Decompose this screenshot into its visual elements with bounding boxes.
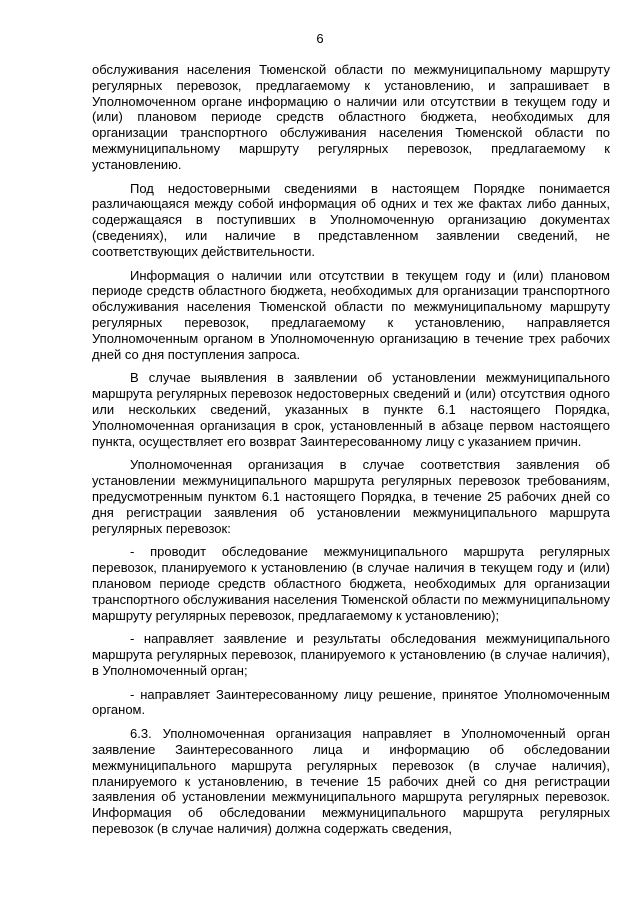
paragraph-compliance-actions: Уполномоченная организация в случае соответствия заявления об установлении межмуниципального маршрута регулярных перевозок требованиям, предусмотренным пунктом 6.1 настоящего Порядка, в течение 25 рабочих дней со дня регистрации заявления об установлении межмуниципального маршрута регулярных перевозок: bbox=[92, 457, 610, 536]
paragraph-6-3: 6.3. Уполномоченная организация направляет в Уполномоченный орган заявление Заинтересованного лица и информацию об обследовании межмуниципального маршрута регулярных перевозок (в случае наличия), планируемого к установлению, в течение 15 рабочих дней со дня регистрации заявления об установлении межмуниципального маршрута регулярных перевозок. Информация об обследовании межмуниципального маршрута регулярных перевозок (в случае наличия) должна содержать сведения, bbox=[92, 726, 610, 837]
paragraph-budget-info: Информация о наличии или отсутствии в текущем году и (или) плановом периоде средств областного бюджета, необходимых для организации транспортного обслуживания населения Тюменской области по межмуниципальному маршруту регулярных перевозок, предлагаемому к установлению, направляется Уполномоченным органом в Уполномоченную организацию в течение трех рабочих дней со дня поступления запроса. bbox=[92, 267, 610, 362]
paragraph-unreliable-info-definition: Под недостоверными сведениями в настоящем Порядке понимается различающаяся между собой информация об одних и тех же фактах либо данных, содержащаяся в поступивших в Уполномоченную организацию документах (сведениях), или наличие в представленном заявлении сведений, не соответствующих действительности. bbox=[92, 180, 610, 259]
page-number: 6 bbox=[316, 31, 324, 46]
paragraph-return-of-application: В случае выявления в заявлении об установлении межмуниципального маршрута регулярных перевозок недостоверных сведений и (или) отсутствия одного или нескольких сведений, указанных в пункте 6.1 настоящего Порядка, Уполномоченная организация в срок, установленный в абзаце первом настоящего пункта, осуществляет его возврат Заинтересованному лицу с указанием причин. bbox=[92, 370, 610, 449]
paragraph-continuation: обслуживания населения Тюменской области по межмуниципальному маршруту регулярных перевозок, предлагаемому к установлению, и запрашивает в Уполномоченном органе информацию о наличии или отсутствии в текущем году и (или) плановом периоде средств областного бюджета, необходимых для организации транспортного обслуживания населения Тюменской области по межмуниципальному маршруту регулярных перевозок, предлагаемому к установлению. bbox=[92, 62, 610, 172]
document-body bbox=[92, 62, 610, 845]
list-item-send-application: - направляет заявление и результаты обследования межмуниципального маршрута регулярных перевозок, планируемого к установлению (в случае наличия), в Уполномоченный орган; bbox=[92, 631, 610, 678]
list-item-inspection: - проводит обследование межмуниципального маршрута регулярных перевозок, планируемого к установлению (в случае наличия в текущем году и (или) плановом периоде средств областного бюджета, необходимых для организации транспортного обслуживания населения Тюменской области по межмуниципальному маршруту регулярных перевозок, предлагаемому к установлению); bbox=[92, 544, 610, 623]
list-item-send-decision: - направляет Заинтересованному лицу решение, принятое Уполномоченным органом. bbox=[92, 686, 610, 718]
